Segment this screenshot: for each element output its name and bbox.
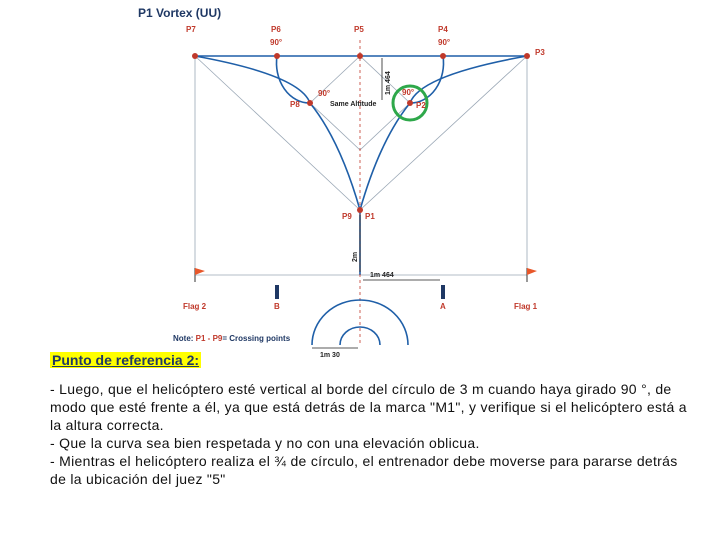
label-p9: P9 (342, 212, 352, 221)
dim-1m464-vertical: 1m 464 (385, 71, 392, 95)
note-prefix: Note: (173, 334, 196, 343)
label-flag1: Flag 1 (514, 302, 538, 311)
angle-p4: 90° (438, 38, 451, 47)
label-p8: P8 (290, 100, 300, 109)
points (192, 53, 530, 213)
dim-2m: 2m (352, 251, 359, 262)
flag1-icon (527, 268, 537, 282)
reference-heading: Punto de referencia 2: (52, 352, 200, 368)
point-p2 (407, 100, 413, 106)
point-p4 (440, 53, 446, 59)
dim-1m30: 1m 30 (320, 352, 340, 359)
angle-p2: 90° (402, 88, 415, 97)
dim-1m464-horizontal: 1m 464 (370, 272, 394, 279)
marker-a (441, 285, 445, 299)
point-p8 (307, 100, 313, 106)
label-p2: P2 (416, 101, 426, 110)
point-p6 (274, 53, 280, 59)
reference-body (50, 380, 690, 488)
label-p1: P1 (365, 212, 375, 221)
marker-b (275, 285, 279, 299)
label-a: A (440, 302, 446, 311)
guide-lines (195, 56, 527, 275)
point-p7 (192, 53, 198, 59)
point-p5 (357, 53, 363, 59)
angle-p8: 90° (318, 89, 331, 98)
label-p5: P5 (354, 25, 364, 34)
label-p7: P7 (186, 25, 196, 34)
flight-path (195, 56, 527, 275)
label-p3: P3 (535, 48, 545, 57)
label-p6: P6 (271, 25, 281, 34)
label-flag2: Flag 2 (183, 302, 207, 311)
note-red: P1 - P9 (195, 334, 223, 343)
diagram-title: P1 Vortex (UU) (138, 6, 222, 20)
label-p4: P4 (438, 25, 448, 34)
point-p9-p1 (357, 207, 363, 213)
point-p3 (524, 53, 530, 59)
note-suffix: = Crossing points (222, 334, 291, 343)
angle-p6: 90° (270, 38, 283, 47)
note-label (173, 334, 291, 343)
reference-line-1: - Luego, que el helicóptero esté vertical al borde del círculo de 3 m cuando haya girado 90 °, de modo que esté frente a él, ya que está detrás de la marca "M1", y verifique si el helicóptero está a la altura correcta. (50, 381, 687, 433)
label-b: B (274, 302, 280, 311)
reference-line-2: - Que la curva sea bien respetada y no con una elevación oblicua. (50, 435, 480, 451)
reference-line-3: - Mientras el helicóptero realiza el ¾ de círculo, el entrenador debe moverse para pararse detrás de la ubicación del juez "5" (50, 453, 678, 487)
same-altitude-label: Same Altitude (330, 101, 377, 108)
